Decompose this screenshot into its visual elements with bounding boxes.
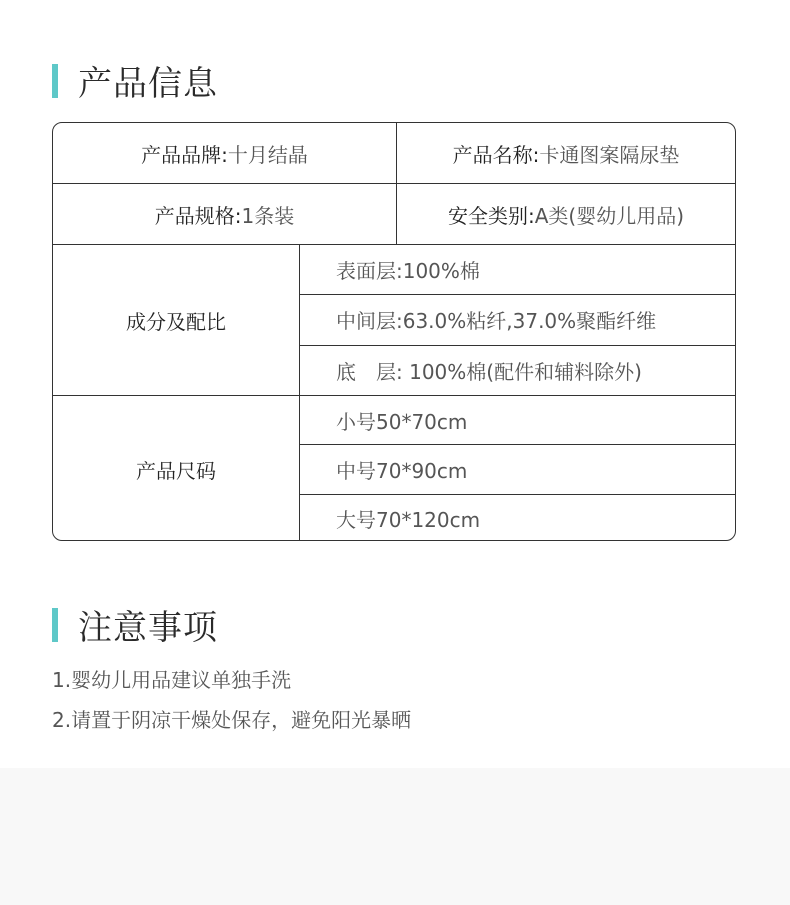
- cell-key: 产品品牌:: [141, 142, 228, 167]
- table-group-size: [53, 396, 735, 541]
- cell-key: 产品规格:: [154, 203, 242, 228]
- table-row: [53, 184, 735, 245]
- group-item: 中号70*90cm: [300, 445, 735, 494]
- accent-bar: [52, 608, 58, 642]
- group-item: 底 层: 100%棉(配件和辅料除外): [336, 359, 642, 384]
- cell-value: 1条装: [241, 203, 295, 228]
- cell-key: 产品名称:: [452, 142, 540, 167]
- group-item: 大号70*120cm: [336, 508, 481, 533]
- table-row: [53, 123, 735, 184]
- group-item: 小号50*70cm: [300, 396, 735, 445]
- group-item: 表面层:100%棉: [300, 245, 735, 295]
- section-title-text: 注意事项: [78, 608, 218, 648]
- section-title-notes: [52, 600, 218, 649]
- group-items: [300, 396, 735, 541]
- note-item: 2.请置于阴凉干燥处保存，避免阳光暴晒: [52, 708, 412, 732]
- accent-bar: [52, 64, 58, 98]
- table-cell-safety: [397, 184, 735, 244]
- table-cell-spec: [53, 184, 397, 244]
- table-group-composition: [53, 245, 735, 396]
- group-items: [300, 245, 735, 395]
- table-cell-name: [397, 123, 735, 183]
- section-title-text: 产品信息: [78, 64, 218, 104]
- footer-band: [0, 768, 790, 905]
- cell-value: 卡通图案隔尿垫: [539, 142, 680, 167]
- cell-value: 十月结晶: [227, 142, 308, 167]
- cell-value: A类(婴幼儿用品): [534, 203, 685, 228]
- section-title-product-info: [52, 56, 218, 105]
- table-cell-brand: [53, 123, 397, 183]
- group-label: 成分及配比: [53, 245, 300, 395]
- product-info-table: [52, 122, 736, 541]
- group-item: 中间层:63.0%粘纤,37.0%聚酯纤维: [300, 295, 735, 345]
- cell-key: 安全类别:: [447, 203, 535, 228]
- note-item: 1.婴幼儿用品建议单独手洗: [52, 668, 292, 692]
- notes-list: [52, 660, 411, 740]
- group-label: 产品尺码: [53, 396, 300, 541]
